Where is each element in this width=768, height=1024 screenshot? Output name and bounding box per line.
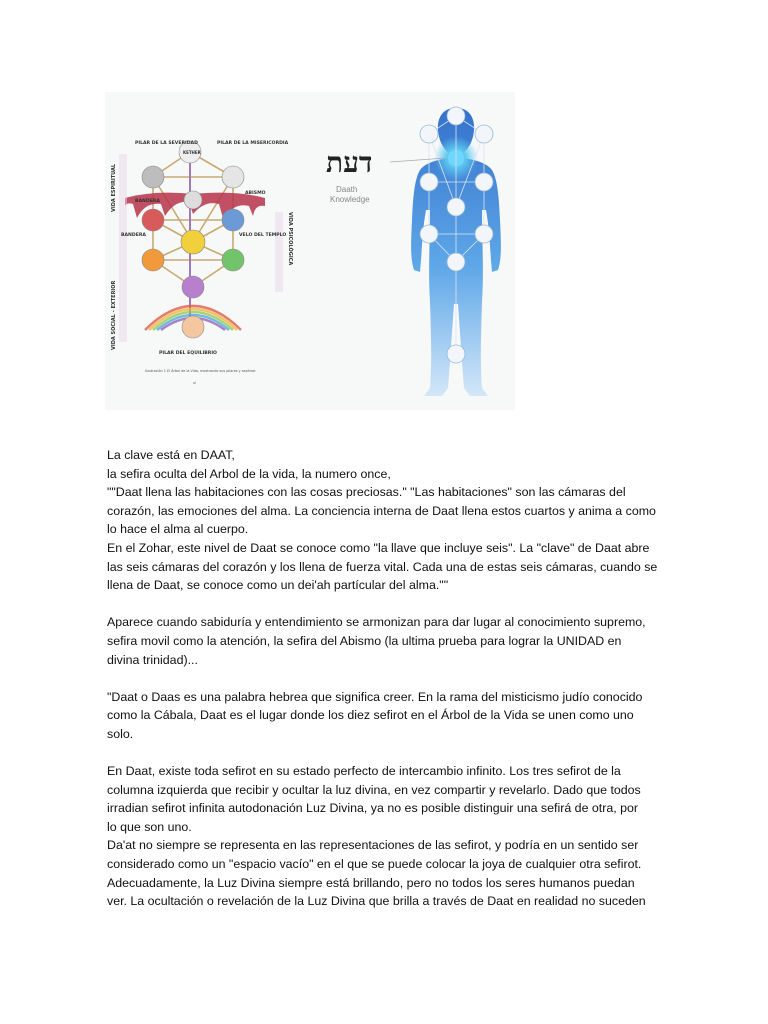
text-line: llena de Daat, se conoce como un dei'ah partícular del alma."" [107, 578, 449, 593]
text-line: columna izquierda que recibir y ocultar la luz divina, en vez compartir y revelarlo. Dado que todos [107, 782, 641, 797]
label-spiritual-life: VIDA ESPIRITUAL [111, 163, 117, 212]
text-line: Adecuadamente, la Luz Divina siempre está brillando, pero no todos los seres humanos puedan [107, 875, 635, 890]
text-line: solo. [107, 726, 134, 741]
label-banner-2: BANDERA [121, 233, 146, 238]
paragraph-4 [107, 762, 667, 911]
text-line: sefira movil como la atención, la sefira del Abismo (la ultima prueba para lograr la UNIDAD en [107, 633, 622, 648]
text-line: Aparece cuando sabiduría y entendimiento se armonizan para dar lugar al conocimiento supremo, [107, 615, 646, 630]
label-severity: PILAR DE LA SEVERIDAD [135, 141, 198, 146]
text-line: las seis cámaras del corazón y los llena de fuerza vital. Cada una de estas seis cámaras, cuando se [107, 559, 658, 574]
paragraph-1 [107, 446, 667, 595]
node-kether-label: KETHER [183, 150, 201, 155]
daath-hebrew-label: דעת [326, 146, 373, 179]
daath-meaning-label: Knowledge [330, 195, 370, 204]
text-line: lo hace el alma al cuerpo. [107, 522, 249, 537]
tree-of-life-diagram [105, 92, 305, 410]
text-line: ""Daat llena las habitaciones con las cosas preciosas." "Las habitaciones" son las cámaras del [107, 485, 626, 500]
label-abyss: ABISMO [245, 191, 266, 196]
text-line: irradian sefirot infinita autodonación Luz Divina, ya no es posible distinguir una sefirá de otra, por [107, 801, 639, 816]
text-line: La clave está en DAAT, [107, 448, 235, 462]
daath-name-label: Daath [336, 185, 358, 194]
text-line: ver. La ocultación o revelación de la Luz Divina que brilla a través de Daat en realidad no suceden [107, 894, 646, 909]
label-banner-1: BANDERA [135, 199, 160, 204]
text-line: "Daat o Daas es una palabra hebrea que significa creer. En la rama del misticismo judío conocido [107, 689, 643, 704]
label-social-life: VIDA SOCIAL - EXTERIOR [111, 280, 117, 350]
text-line: En Daat, existe toda sefirot en su estado perfecto de intercambio infinito. Los tres sefirot de la [107, 764, 621, 779]
label-psychological-life: VIDA PSICOLÓGICA [287, 212, 293, 266]
text-line: corazón, las emociones del alma. La conciencia interna de Daat llena estos cuartos y anima a como [107, 503, 656, 518]
text-line: considerado como un "espacio vacío" en el que se puede colocar la joya de cualquier otra sefirot. [107, 857, 642, 872]
page-number: xi [193, 381, 196, 385]
article-body [107, 446, 667, 911]
illustration [105, 92, 515, 410]
paragraph-2 [107, 613, 667, 669]
label-veil: VELO DEL TEMPLO [239, 233, 287, 238]
text-line: Da'at no siempre se representa en las representaciones de las sefirot, y podría en un sentido ser [107, 838, 639, 853]
text-line: lo que son uno. [107, 819, 192, 834]
daath-body-diagram [310, 92, 515, 410]
text-line: como la Cábala, Daat es el lugar donde los diez sefirot en el Árbol de la Vida se unen como uno [107, 708, 634, 723]
label-mercy: PILAR DE LA MISERICORDIA [217, 141, 289, 146]
caption: Ilustración 1 El Árbol de la Vida, mostrando sus pilares y sephirot [145, 369, 256, 373]
label-equilibrium: PILAR DEL EQUILIBRIO [159, 351, 217, 356]
text-line: divina trinidad)... [107, 652, 198, 667]
text-line: la sefira oculta del Arbol de la vida, la numero once, [107, 466, 391, 481]
paragraph-3 [107, 688, 667, 744]
text-line: En el Zohar, este nivel de Daat se conoce como "la llave que incluye seis". La "clave" de Daat abre [107, 540, 650, 555]
